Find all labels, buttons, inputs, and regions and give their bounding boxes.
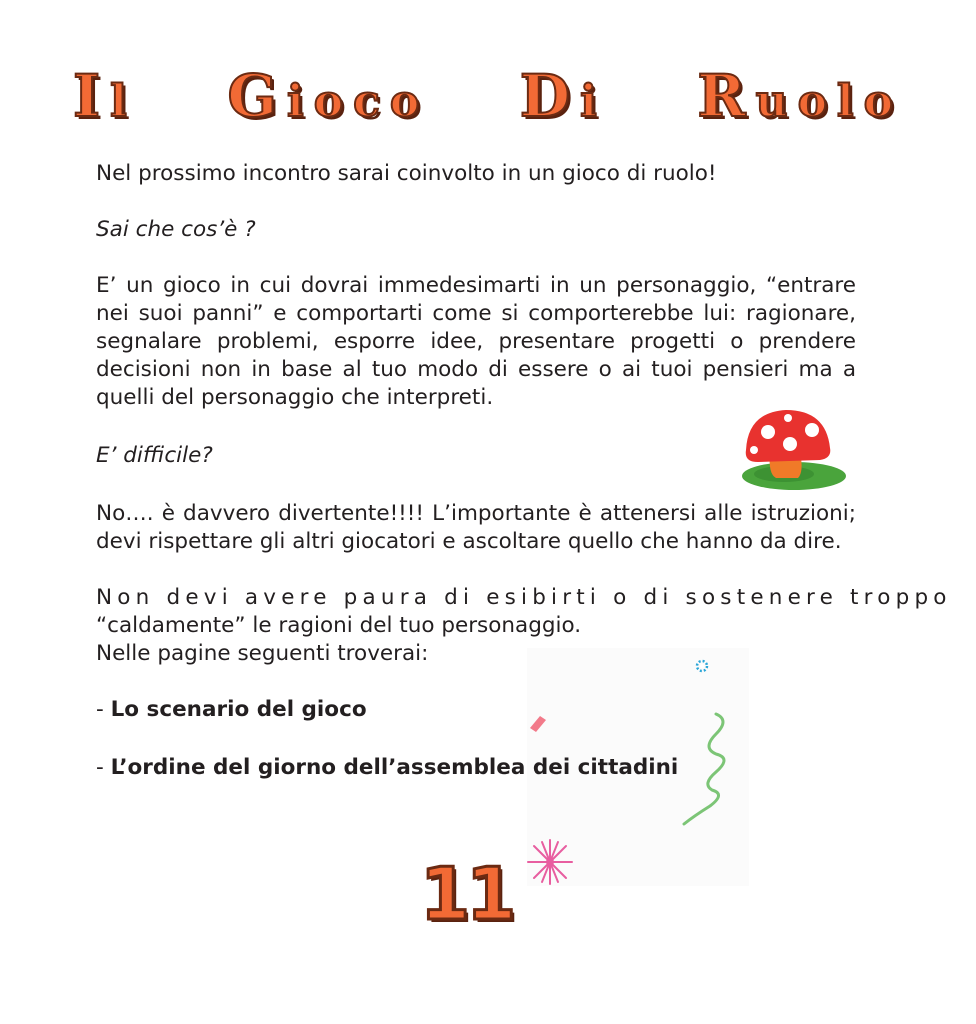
page-number: 11 — [420, 852, 513, 936]
list-item-scenario: - Lo scenario del gioco — [96, 697, 367, 722]
diamond-pink-icon — [526, 712, 550, 736]
spaced-line: Non devi avere paura di esibirti o di sostenere troppo — [96, 585, 952, 610]
continuation-line: “caldamente” le ragioni del tuo personaggio. — [96, 613, 582, 638]
mushroom-icon — [724, 400, 848, 500]
intro-paragraph: Nel prossimo incontro sarai coinvolto in un gioco di ruolo! — [96, 161, 717, 186]
title-word-1: Il — [73, 62, 137, 130]
page-title — [0, 62, 976, 130]
question-what-is-it: Sai che cos’è ? — [96, 217, 256, 242]
squiggle-green-icon — [676, 710, 736, 830]
question-is-it-difficult: E’ difficile? — [96, 443, 213, 468]
answer-paragraph: E’ un gioco in cui dovrai immedesimarti in un personaggio, “entrare nei suoi panni” e comportarti come si comporterebbe lui: ragionare, segnalare problemi, esporre idee, presentare progetti o prendere decisioni non in base al tuo modo di essere o ai tuoi pensieri ma a quelli del personaggio che interpreti. — [96, 273, 856, 410]
title-word-3: Di — [519, 62, 607, 130]
answer-difficult-paragraph: No…. è davvero divertente!!!! L’importante è attenersi alle istruzioni; devi rispettare gli altri giocatori e ascoltare quello che hanno da dire. — [96, 501, 856, 554]
star-blue-icon — [690, 654, 714, 678]
title-word-2: Gioco — [227, 62, 430, 130]
next-pages-line: Nelle pagine seguenti troverai: — [96, 641, 429, 666]
title-word-4: Ruolo — [697, 62, 903, 130]
starburst-pink-icon — [524, 836, 576, 888]
list-item-agenda: - L’ordine del giorno dell’assemblea dei cittadini — [96, 755, 679, 780]
